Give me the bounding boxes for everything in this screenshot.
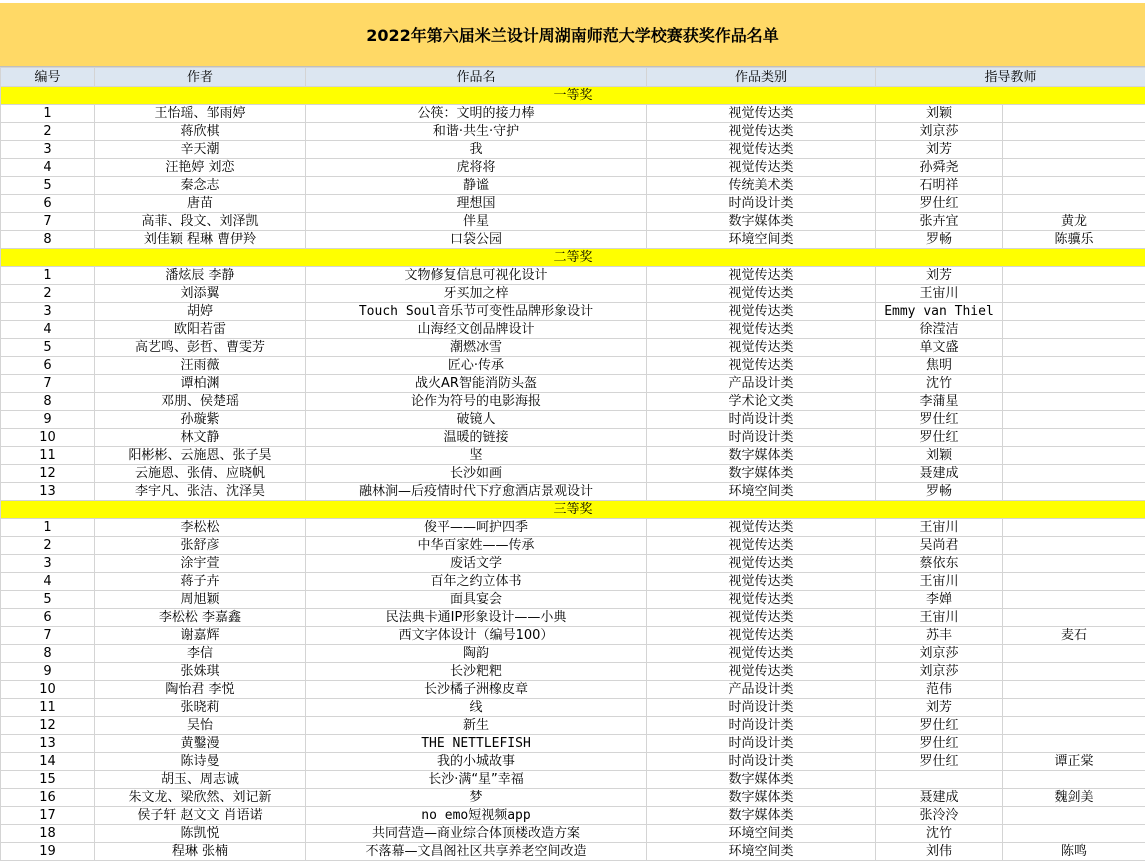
cell-number[interactable]: 5	[1, 177, 95, 195]
cell-category[interactable]: 视觉传达类	[647, 555, 876, 573]
cell-work-title[interactable]: 我	[306, 141, 647, 159]
cell-advisor[interactable]: 蔡依东	[876, 555, 1003, 573]
cell-category[interactable]: 环境空间类	[647, 231, 876, 249]
cell-number[interactable]: 7	[1, 213, 95, 231]
cell-number[interactable]: 8	[1, 645, 95, 663]
cell-advisor-2[interactable]	[1003, 303, 1145, 321]
cell-advisor-2[interactable]: 麦石	[1003, 627, 1145, 645]
cell-author[interactable]: 朱文龙、梁欣然、刘记新	[95, 789, 306, 807]
cell-category[interactable]: 时尚设计类	[647, 411, 876, 429]
cell-work-title[interactable]: 破镜人	[306, 411, 647, 429]
cell-advisor-2[interactable]	[1003, 735, 1145, 753]
cell-number[interactable]: 11	[1, 447, 95, 465]
cell-work-title[interactable]: 口袋公园	[306, 231, 647, 249]
cell-advisor[interactable]: 李婵	[876, 591, 1003, 609]
table-row	[1, 843, 1145, 861]
cell-advisor[interactable]: 罗仕红	[876, 429, 1003, 447]
cell-advisor-2[interactable]: 谭正棠	[1003, 753, 1145, 771]
cell-work-title[interactable]: 长沙橘子洲橡皮章	[306, 681, 647, 699]
cell-advisor-2[interactable]	[1003, 321, 1145, 339]
cell-category[interactable]: 时尚设计类	[647, 699, 876, 717]
cell-author[interactable]: 谭柏渊	[95, 375, 306, 393]
cell-work-title[interactable]: 长沙粑粑	[306, 663, 647, 681]
cell-advisor-2[interactable]	[1003, 645, 1145, 663]
cell-number[interactable]: 4	[1, 321, 95, 339]
cell-work-title[interactable]: 理想国	[306, 195, 647, 213]
award-table	[0, 67, 1145, 861]
cell-advisor[interactable]: 王宙川	[876, 609, 1003, 627]
table-row	[1, 123, 1145, 141]
table-row	[1, 573, 1145, 591]
cell-category[interactable]: 视觉传达类	[647, 663, 876, 681]
cell-work-title[interactable]: 不落幕—文昌阁社区共享养老空间改造	[306, 843, 647, 861]
cell-category[interactable]: 视觉传达类	[647, 267, 876, 285]
cell-category[interactable]: 视觉传达类	[647, 519, 876, 537]
cell-advisor[interactable]: 刘京莎	[876, 645, 1003, 663]
table-row	[1, 537, 1145, 555]
cell-number[interactable]: 5	[1, 591, 95, 609]
cell-advisor-2[interactable]	[1003, 519, 1145, 537]
cell-advisor-2[interactable]	[1003, 267, 1145, 285]
cell-advisor-2[interactable]	[1003, 357, 1145, 375]
cell-advisor[interactable]: 沈竹	[876, 825, 1003, 843]
cell-category[interactable]: 环境空间类	[647, 825, 876, 843]
cell-number[interactable]: 15	[1, 771, 95, 789]
cell-advisor-2[interactable]	[1003, 411, 1145, 429]
table-row	[1, 789, 1145, 807]
table-row	[1, 465, 1145, 483]
table-row	[1, 195, 1145, 213]
cell-category[interactable]: 产品设计类	[647, 375, 876, 393]
cell-category[interactable]: 视觉传达类	[647, 123, 876, 141]
cell-work-title[interactable]: 融林涧—后疫情时代下疗愈酒店景观设计	[306, 483, 647, 501]
cell-work-title[interactable]: 静谧	[306, 177, 647, 195]
table-row	[1, 213, 1145, 231]
cell-number[interactable]: 5	[1, 339, 95, 357]
cell-author[interactable]: 辛天潮	[95, 141, 306, 159]
cell-advisor-2[interactable]	[1003, 807, 1145, 825]
cell-category[interactable]: 学术论文类	[647, 393, 876, 411]
cell-author[interactable]: 吴怡	[95, 717, 306, 735]
cell-author[interactable]: 胡玉、周志诚	[95, 771, 306, 789]
cell-category[interactable]: 视觉传达类	[647, 105, 876, 123]
cell-advisor-2[interactable]	[1003, 555, 1145, 573]
cell-author[interactable]: 陈诗曼	[95, 753, 306, 771]
table-row	[1, 807, 1145, 825]
cell-number[interactable]: 16	[1, 789, 95, 807]
cell-work-title[interactable]: 共同营造—商业综合体顶楼改造方案	[306, 825, 647, 843]
cell-category[interactable]: 时尚设计类	[647, 753, 876, 771]
cell-category[interactable]: 视觉传达类	[647, 609, 876, 627]
cell-advisor[interactable]: 吴尚君	[876, 537, 1003, 555]
section-title[interactable]: 二等奖	[1, 249, 1145, 267]
cell-advisor[interactable]: 王宙川	[876, 519, 1003, 537]
cell-advisor-2[interactable]	[1003, 681, 1145, 699]
cell-advisor-2[interactable]	[1003, 159, 1145, 177]
cell-work-title[interactable]: 梦	[306, 789, 647, 807]
cell-author[interactable]: 张舒彦	[95, 537, 306, 555]
cell-advisor-2[interactable]	[1003, 447, 1145, 465]
cell-number[interactable]: 18	[1, 825, 95, 843]
cell-advisor[interactable]: 罗仕红	[876, 195, 1003, 213]
cell-category[interactable]: 环境空间类	[647, 483, 876, 501]
cell-advisor[interactable]: 罗仕红	[876, 717, 1003, 735]
cell-category[interactable]: 时尚设计类	[647, 735, 876, 753]
cell-number[interactable]: 7	[1, 627, 95, 645]
cell-advisor[interactable]	[876, 771, 1003, 789]
cell-work-title[interactable]: no emo短视频app	[306, 807, 647, 825]
cell-work-title[interactable]: 坚	[306, 447, 647, 465]
table-row	[1, 681, 1145, 699]
cell-advisor-2[interactable]	[1003, 771, 1145, 789]
cell-advisor[interactable]: 聂建成	[876, 789, 1003, 807]
cell-number[interactable]: 3	[1, 141, 95, 159]
cell-work-title[interactable]: 长沙如画	[306, 465, 647, 483]
cell-author[interactable]: 陈凯悦	[95, 825, 306, 843]
table-row	[1, 627, 1145, 645]
cell-work-title[interactable]: Touch Soul音乐节可变性品牌形象设计	[306, 303, 647, 321]
table-row	[1, 591, 1145, 609]
cell-advisor[interactable]: 刘芳	[876, 141, 1003, 159]
table-row	[1, 519, 1145, 537]
cell-number[interactable]: 13	[1, 483, 95, 501]
cell-number[interactable]: 4	[1, 159, 95, 177]
header-advisor[interactable]: 指导教师	[876, 68, 1145, 87]
cell-advisor-2[interactable]	[1003, 609, 1145, 627]
cell-advisor[interactable]: 罗仕红	[876, 735, 1003, 753]
table-row	[1, 825, 1145, 843]
cell-advisor-2[interactable]	[1003, 105, 1145, 123]
cell-category[interactable]: 数字媒体类	[647, 447, 876, 465]
cell-author[interactable]: 欧阳若雷	[95, 321, 306, 339]
cell-category[interactable]: 数字媒体类	[647, 771, 876, 789]
cell-advisor-2[interactable]	[1003, 591, 1145, 609]
cell-work-title[interactable]: 伴星	[306, 213, 647, 231]
cell-category[interactable]: 视觉传达类	[647, 573, 876, 591]
table-row	[1, 357, 1145, 375]
table-row	[1, 231, 1145, 249]
cell-advisor[interactable]: Emmy van Thiel	[876, 303, 1003, 321]
table-row	[1, 645, 1145, 663]
cell-work-title[interactable]: 俊平——呵护四季	[306, 519, 647, 537]
cell-advisor[interactable]: 刘京莎	[876, 663, 1003, 681]
cell-number[interactable]: 7	[1, 375, 95, 393]
section-row	[1, 501, 1145, 519]
cell-work-title[interactable]: 新生	[306, 717, 647, 735]
cell-advisor-2[interactable]	[1003, 123, 1145, 141]
cell-author[interactable]: 蒋欣棋	[95, 123, 306, 141]
cell-number[interactable]: 14	[1, 753, 95, 771]
table-row	[1, 429, 1145, 447]
table-row	[1, 159, 1145, 177]
table-row	[1, 609, 1145, 627]
cell-number[interactable]: 2	[1, 123, 95, 141]
cell-advisor[interactable]: 罗畅	[876, 483, 1003, 501]
cell-author[interactable]: 阳彬彬、云施恩、张子昊	[95, 447, 306, 465]
cell-work-title[interactable]: 百年之约立体书	[306, 573, 647, 591]
cell-author[interactable]: 潘炫辰 李静	[95, 267, 306, 285]
cell-advisor[interactable]: 刘芳	[876, 267, 1003, 285]
cell-number[interactable]: 11	[1, 699, 95, 717]
cell-number[interactable]: 2	[1, 285, 95, 303]
cell-category[interactable]: 产品设计类	[647, 681, 876, 699]
cell-advisor-2[interactable]	[1003, 375, 1145, 393]
cell-work-title[interactable]: 文物修复信息可视化设计	[306, 267, 647, 285]
table-row	[1, 267, 1145, 285]
cell-work-title[interactable]: 虎将将	[306, 159, 647, 177]
cell-category[interactable]: 视觉传达类	[647, 627, 876, 645]
cell-category[interactable]: 时尚设计类	[647, 195, 876, 213]
cell-advisor-2[interactable]: 陈骥乐	[1003, 231, 1145, 249]
cell-category[interactable]: 视觉传达类	[647, 357, 876, 375]
cell-advisor-2[interactable]	[1003, 483, 1145, 501]
cell-author[interactable]: 汪艳婷 刘恋	[95, 159, 306, 177]
cell-number[interactable]: 2	[1, 537, 95, 555]
cell-advisor-2[interactable]	[1003, 465, 1145, 483]
cell-author[interactable]: 刘佳颖 程琳 曹伊羚	[95, 231, 306, 249]
cell-author[interactable]: 邓朋、侯楚瑶	[95, 393, 306, 411]
cell-work-title[interactable]: 我的小城故事	[306, 753, 647, 771]
cell-advisor-2[interactable]: 黄龙	[1003, 213, 1145, 231]
cell-category[interactable]: 数字媒体类	[647, 807, 876, 825]
cell-work-title[interactable]: 战火AR智能消防头盔	[306, 375, 647, 393]
cell-author[interactable]: 王怡瑶、邹雨婷	[95, 105, 306, 123]
cell-number[interactable]: 8	[1, 231, 95, 249]
cell-advisor[interactable]: 刘颖	[876, 447, 1003, 465]
table-row	[1, 663, 1145, 681]
cell-advisor[interactable]: 苏丰	[876, 627, 1003, 645]
cell-advisor[interactable]: 刘颖	[876, 105, 1003, 123]
cell-number[interactable]: 8	[1, 393, 95, 411]
cell-advisor[interactable]: 李蒲星	[876, 393, 1003, 411]
cell-work-title[interactable]: 和谐·共生·守护	[306, 123, 647, 141]
table-row	[1, 447, 1145, 465]
cell-advisor-2[interactable]	[1003, 141, 1145, 159]
cell-advisor-2[interactable]: 魏剑美	[1003, 789, 1145, 807]
cell-category[interactable]: 视觉传达类	[647, 339, 876, 357]
cell-work-title[interactable]: 线	[306, 699, 647, 717]
cell-author[interactable]: 云施恩、张倩、应晓帆	[95, 465, 306, 483]
table-row	[1, 753, 1145, 771]
cell-work-title[interactable]: 废话文学	[306, 555, 647, 573]
cell-advisor-2[interactable]	[1003, 177, 1145, 195]
cell-advisor-2[interactable]	[1003, 717, 1145, 735]
cell-advisor[interactable]: 王宙川	[876, 573, 1003, 591]
table-row	[1, 555, 1145, 573]
cell-author[interactable]: 黄鑿漫	[95, 735, 306, 753]
table-row	[1, 303, 1145, 321]
cell-number[interactable]: 1	[1, 105, 95, 123]
cell-advisor[interactable]: 孙舜尧	[876, 159, 1003, 177]
cell-number[interactable]: 1	[1, 519, 95, 537]
cell-author[interactable]: 高艺鸣、彭哲、曹雯芳	[95, 339, 306, 357]
cell-advisor[interactable]: 徐滢洁	[876, 321, 1003, 339]
cell-advisor-2[interactable]	[1003, 339, 1145, 357]
cell-number[interactable]: 6	[1, 609, 95, 627]
table-row	[1, 339, 1145, 357]
cell-category[interactable]: 视觉传达类	[647, 321, 876, 339]
table-row	[1, 717, 1145, 735]
cell-category[interactable]: 视觉传达类	[647, 141, 876, 159]
cell-author[interactable]: 侯子轩 赵文文 肖语诺	[95, 807, 306, 825]
cell-work-title[interactable]: 匠心·传承	[306, 357, 647, 375]
cell-author[interactable]: 林文静	[95, 429, 306, 447]
cell-work-title[interactable]: 西文字体设计（编号100）	[306, 627, 647, 645]
cell-category[interactable]: 视觉传达类	[647, 591, 876, 609]
cell-category[interactable]: 时尚设计类	[647, 429, 876, 447]
cell-author[interactable]: 汪雨薇	[95, 357, 306, 375]
cell-advisor[interactable]: 单文盛	[876, 339, 1003, 357]
cell-advisor[interactable]: 张泠泠	[876, 807, 1003, 825]
cell-work-title[interactable]: 民法典卡通IP形象设计——小典	[306, 609, 647, 627]
cell-work-title[interactable]: 温暖的链接	[306, 429, 647, 447]
cell-advisor[interactable]: 沈竹	[876, 375, 1003, 393]
section-title[interactable]: 三等奖	[1, 501, 1145, 519]
table-row	[1, 699, 1145, 717]
cell-advisor[interactable]: 罗仕红	[876, 411, 1003, 429]
cell-author[interactable]: 孙璇紫	[95, 411, 306, 429]
cell-advisor-2[interactable]	[1003, 699, 1145, 717]
cell-advisor[interactable]: 刘伟	[876, 843, 1003, 861]
cell-number[interactable]: 17	[1, 807, 95, 825]
cell-category[interactable]: 数字媒体类	[647, 213, 876, 231]
cell-author[interactable]: 蒋子卉	[95, 573, 306, 591]
section-row	[1, 87, 1145, 105]
cell-author[interactable]: 谢嘉辉	[95, 627, 306, 645]
cell-author[interactable]: 唐苗	[95, 195, 306, 213]
header-work-title[interactable]: 作品名	[306, 68, 647, 87]
cell-category[interactable]: 数字媒体类	[647, 789, 876, 807]
cell-work-title[interactable]: THE NETTLEFISH	[306, 735, 647, 753]
cell-advisor-2[interactable]	[1003, 663, 1145, 681]
table-row	[1, 105, 1145, 123]
cell-author[interactable]: 周旭颖	[95, 591, 306, 609]
table-row	[1, 375, 1145, 393]
cell-author[interactable]: 胡婷	[95, 303, 306, 321]
cell-author[interactable]: 高菲、段文、刘泽凯	[95, 213, 306, 231]
sheet-title: 2022年第六届米兰设计周湖南师范大学校赛获奖作品名单	[0, 3, 1145, 67]
cell-advisor[interactable]: 刘芳	[876, 699, 1003, 717]
cell-work-title[interactable]: 牙买加之梓	[306, 285, 647, 303]
table-row	[1, 735, 1145, 753]
cell-number[interactable]: 1	[1, 267, 95, 285]
cell-author[interactable]: 陶怡君 李悦	[95, 681, 306, 699]
cell-number[interactable]: 10	[1, 429, 95, 447]
header-row	[1, 68, 1145, 87]
cell-number[interactable]: 12	[1, 465, 95, 483]
cell-advisor[interactable]: 焦明	[876, 357, 1003, 375]
cell-number[interactable]: 12	[1, 717, 95, 735]
cell-number[interactable]: 6	[1, 357, 95, 375]
table-row	[1, 483, 1145, 501]
cell-work-title[interactable]: 面具宴会	[306, 591, 647, 609]
cell-advisor-2[interactable]	[1003, 393, 1145, 411]
cell-category[interactable]: 传统美术类	[647, 177, 876, 195]
cell-advisor-2[interactable]	[1003, 429, 1145, 447]
cell-number[interactable]: 19	[1, 843, 95, 861]
cell-author[interactable]: 张晓莉	[95, 699, 306, 717]
cell-number[interactable]: 9	[1, 663, 95, 681]
cell-advisor-2[interactable]	[1003, 195, 1145, 213]
cell-advisor-2[interactable]	[1003, 537, 1145, 555]
cell-advisor[interactable]: 张卉宜	[876, 213, 1003, 231]
cell-advisor-2[interactable]	[1003, 573, 1145, 591]
cell-category[interactable]: 视觉传达类	[647, 159, 876, 177]
cell-category[interactable]: 视觉传达类	[647, 303, 876, 321]
cell-category[interactable]: 环境空间类	[647, 843, 876, 861]
cell-category[interactable]: 视觉传达类	[647, 285, 876, 303]
cell-advisor[interactable]: 聂建成	[876, 465, 1003, 483]
table-row	[1, 141, 1145, 159]
cell-author[interactable]: 程琳 张楠	[95, 843, 306, 861]
table-row	[1, 771, 1145, 789]
cell-author[interactable]: 李宇凡、张洁、沈泽昊	[95, 483, 306, 501]
cell-number[interactable]: 4	[1, 573, 95, 591]
table-row	[1, 411, 1145, 429]
table-row	[1, 393, 1145, 411]
header-author[interactable]: 作者	[95, 68, 306, 87]
cell-author[interactable]: 涂宇萱	[95, 555, 306, 573]
cell-number[interactable]: 10	[1, 681, 95, 699]
cell-author[interactable]: 李松松 李嘉鑫	[95, 609, 306, 627]
cell-author[interactable]: 李松松	[95, 519, 306, 537]
cell-advisor[interactable]: 范伟	[876, 681, 1003, 699]
section-row	[1, 249, 1145, 267]
table-row	[1, 285, 1145, 303]
cell-category[interactable]: 数字媒体类	[647, 465, 876, 483]
cell-author[interactable]: 刘添翼	[95, 285, 306, 303]
cell-number[interactable]: 3	[1, 303, 95, 321]
cell-work-title[interactable]: 陶韵	[306, 645, 647, 663]
cell-author[interactable]: 张姝琪	[95, 663, 306, 681]
cell-advisor[interactable]: 刘京莎	[876, 123, 1003, 141]
cell-author[interactable]: 李信	[95, 645, 306, 663]
cell-work-title[interactable]: 长沙·满“星”幸福	[306, 771, 647, 789]
table-row	[1, 321, 1145, 339]
cell-advisor-2[interactable]	[1003, 825, 1145, 843]
cell-number[interactable]: 9	[1, 411, 95, 429]
cell-work-title[interactable]: 山海经文创品牌设计	[306, 321, 647, 339]
cell-work-title[interactable]: 潮燃冰雪	[306, 339, 647, 357]
header-category[interactable]: 作品类别	[647, 68, 876, 87]
cell-advisor[interactable]: 罗畅	[876, 231, 1003, 249]
cell-advisor-2[interactable]: 陈鸣	[1003, 843, 1145, 861]
cell-advisor[interactable]: 罗仕红	[876, 753, 1003, 771]
cell-advisor[interactable]: 石明祥	[876, 177, 1003, 195]
cell-category[interactable]: 视觉传达类	[647, 645, 876, 663]
cell-author[interactable]: 秦念志	[95, 177, 306, 195]
header-number[interactable]: 编号	[1, 68, 95, 87]
cell-number[interactable]: 3	[1, 555, 95, 573]
cell-advisor-2[interactable]	[1003, 285, 1145, 303]
cell-work-title[interactable]: 公筷：文明的接力棒	[306, 105, 647, 123]
cell-category[interactable]: 时尚设计类	[647, 717, 876, 735]
table-row	[1, 177, 1145, 195]
cell-work-title[interactable]: 论作为符号的电影海报	[306, 393, 647, 411]
cell-advisor[interactable]: 王宙川	[876, 285, 1003, 303]
cell-number[interactable]: 6	[1, 195, 95, 213]
cell-category[interactable]: 视觉传达类	[647, 537, 876, 555]
cell-work-title[interactable]: 中华百家姓——传承	[306, 537, 647, 555]
cell-number[interactable]: 13	[1, 735, 95, 753]
section-title[interactable]: 一等奖	[1, 87, 1145, 105]
